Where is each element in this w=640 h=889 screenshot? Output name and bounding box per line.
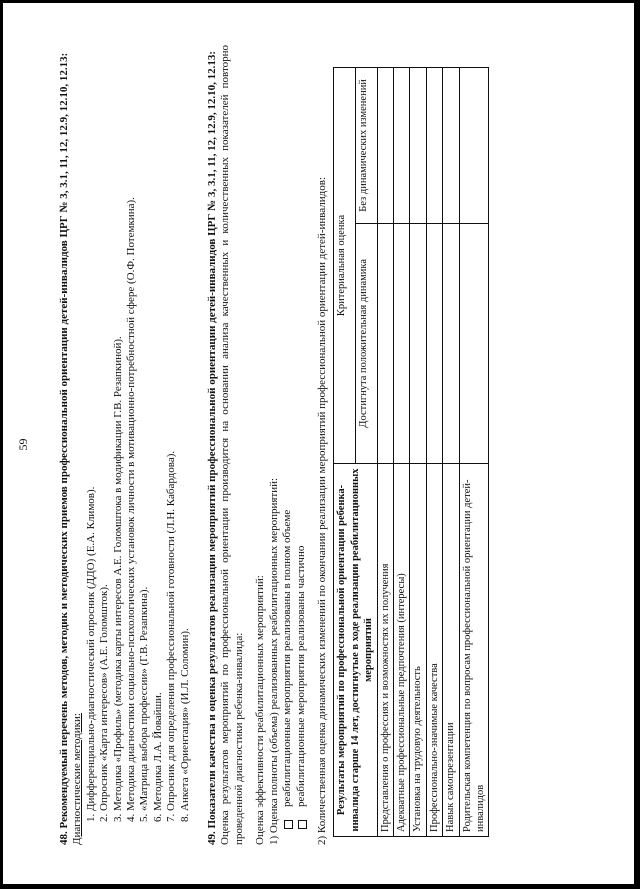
table-cell-criterion: Профессионально-значимые качества [426, 463, 442, 836]
page-number: 59 [16, 438, 30, 451]
list-item: 1. Дифференциально-диагностический опросник (ДДО) (Е.А. Климов). [85, 45, 98, 811]
table-row [426, 68, 442, 837]
table-cell-no-change[interactable] [410, 68, 426, 224]
table-header-positive: Достигнута положительная динамика [355, 223, 377, 463]
table-header-results: Результаты мероприятий по профессиональной ориентации ребенка-инвалида старше 14 лет, достигнутые в ходе реализации реабилитационных мероприятий [334, 463, 377, 836]
results-table [333, 67, 489, 837]
table-cell-positive[interactable] [426, 223, 442, 463]
section-49-heading: 49. Показатели качества и оценка результатов реализации мероприятий профессиональной ориентации детей-инвалидов ЦРГ № 3, 3.1, 11, 12, 12.9, 12.10, 12.13: [206, 50, 219, 845]
efficiency-label: Оценка эффективности реабилитационных мероприятий: [254, 575, 267, 845]
list-item: 7. Опросник для определения профессиональной готовности (Л.Н. Кабардова). [165, 45, 178, 811]
list-item: 6. Методика Л.А. Йовайши. [152, 45, 165, 811]
list-item: 8. Анкета «Ориентация» (И.Л. Соломин). [179, 45, 192, 811]
table-row [410, 68, 426, 837]
table-header-criteria: Критериальная оценка [334, 68, 356, 464]
point-2-text: 2) Количественная оценка динамических изменений по окончании реализации мероприятий профессиональной ориентации детей-инвалидов: [315, 176, 328, 845]
list-item: 5. «Матрица выбора профессии» (Г.В. Резапкина). [138, 45, 151, 811]
table-header-no-change: Без динамических изменений [355, 68, 377, 224]
check-item [295, 45, 308, 829]
table-cell-criterion: Родительская компетенция по вопросам профессиональной ориентации детей-инвалидов [459, 463, 489, 836]
check-item-label: реабилитационные мероприятия реализованы в полном объеме [281, 509, 294, 807]
table-row [459, 68, 489, 837]
table-cell-criterion: Адекватные профессиональные предпочтения (интересы) [393, 463, 409, 836]
table-cell-no-change[interactable] [443, 68, 459, 224]
page-body [58, 45, 489, 845]
point-1-text: 1) Оценка полноты (объема) реализованных реабилитационных мероприятий: [267, 477, 280, 845]
table-cell-no-change[interactable] [393, 68, 409, 224]
table-cell-no-change[interactable] [426, 68, 442, 224]
table-cell-no-change[interactable] [377, 68, 393, 224]
table-cell-positive[interactable] [459, 223, 489, 463]
check-item-label: реабилитационные мероприятия реализованы частично [294, 545, 307, 807]
diagnostic-methods-list [85, 45, 192, 845]
table-cell-positive[interactable] [410, 223, 426, 463]
list-item: 2. Опросник «Карта интересов» (А.Е. Голомшток). [98, 45, 111, 811]
table-cell-no-change[interactable] [459, 68, 489, 224]
diagnostic-methods-subheading: Диагностические методики: [71, 713, 84, 845]
table-cell-positive[interactable] [377, 223, 393, 463]
list-item: 3. Методика «Профиль» (методика карты интересов А.Е. Голомштока в модификации Г.В. Резапкиной). [112, 45, 125, 811]
table-row [393, 68, 409, 837]
section-49-intro: Оценка результатов мероприятий по профессиональной ориентации производится на основании анализа качественных и количественных показателей повторно проведенной диагностики ребенка-инвалида: [219, 45, 245, 845]
implementation-checklist [281, 45, 308, 845]
table-row [443, 68, 459, 837]
checkbox-icon[interactable] [298, 820, 307, 829]
table-cell-positive[interactable] [393, 223, 409, 463]
checkbox-icon[interactable] [284, 820, 293, 829]
section-48-heading: 48. Рекомендуемый перечень методов, методик и методических приемов профессиональной ориентации детей-инвалидов ЦРГ № 3, 3.1, 11, 12, 12.9, 12.10, 12.13: [58, 52, 70, 845]
table-cell-criterion: Установка на трудовую деятельность [410, 463, 426, 836]
table-cell-positive[interactable] [443, 223, 459, 463]
check-item [281, 45, 294, 829]
table-row [377, 68, 393, 837]
list-item: 4. Методика диагностики социально-психологических установок личности в мотивационно-потребностной сфере (О.Ф. Потемкина). [125, 45, 138, 811]
table-cell-criterion: Навык самопрезентации [443, 463, 459, 836]
table-header-row [334, 68, 356, 837]
table-cell-criterion: Представления о профессиях и возможностях их получения [377, 463, 393, 836]
